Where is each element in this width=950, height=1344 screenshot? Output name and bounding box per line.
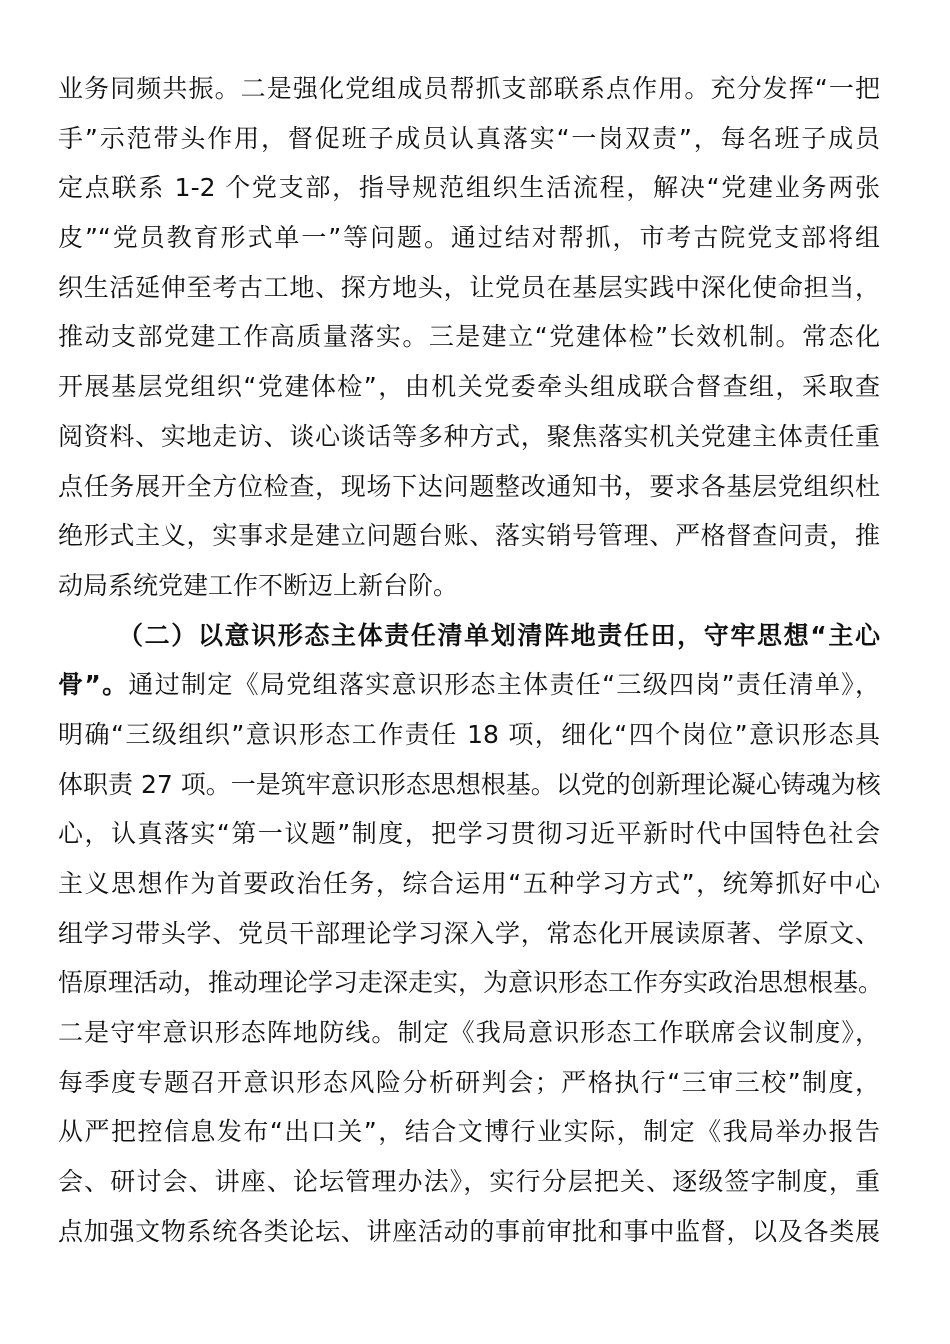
text-line: 阅资料、实地走访、谈心谈话等多种方式，聚焦落实机关党建主体责任重 — [58, 421, 880, 451]
text-line: 手”示范带头作用，督促班子成员认真落实“一岗双责”，每名班子成员 — [58, 123, 880, 153]
text-line: 定点联系 1-2 个党支部，指导规范组织生活流程，解决“党建业务两张 — [58, 173, 880, 203]
text-line: 点任务展开全方位检查，现场下达问题整改通知书，要求各基层党组织杜 — [58, 471, 880, 501]
text-line: 绝形式主义，实事求是建立问题台账、落实销号管理、严格督查问责，推 — [58, 521, 880, 551]
text-line: 会、研讨会、讲座、论坛管理办法》，实行分层把关、逐级签字制度，重 — [58, 1167, 880, 1197]
text-line: 推动支部党建工作高质量落实。三是建立“党建体检”长效机制。常态化 — [58, 322, 880, 352]
document-page — [58, 64, 884, 1257]
text-line: 二是守牢意识形态阵地防线。制定《我局意识形态工作联席会议制度》， — [58, 1018, 880, 1048]
section-heading-continuation: 骨”。 — [58, 670, 129, 700]
text-line: 主义思想作为首要政治任务，综合运用“五种学习方式”，统筹抓好中心 — [58, 869, 880, 898]
section-heading: （二）以意识形态主体责任清单划清阵地责任田，守牢思想“主心 — [118, 620, 880, 650]
text-line: 悟原理活动，推动理论学习走深走实，为意识形态工作夯实政治思想根基。 — [58, 968, 884, 998]
text-line: 开展基层党组织“党建体检”，由机关党委牵头组成联合督查组，采取查 — [58, 372, 880, 402]
text-line: 每季度专题召开意识形态风险分析研判会；严格执行“三审三校”制度， — [58, 1067, 880, 1097]
text-line: 组学习带头学、党员干部理论学习深入学，常态化开展读原著、学原文、 — [58, 918, 880, 948]
text-line: 心，认真落实“第一议题”制度，把学习贯彻习近平新时代中国特色社会 — [58, 819, 880, 849]
text-line: 动局系统党建工作不断迈上新台阶。 — [58, 570, 459, 600]
text-line: 点加强文物系统各类论坛、讲座活动的事前审批和事中监督，以及各类展 — [58, 1216, 880, 1246]
text-line — [58, 660, 880, 710]
text-line: 体职责 27 项。一是筑牢意识形态思想根基。以党的创新理论凝心铸魂为核 — [58, 769, 881, 799]
text-line: 织生活延伸至考古工地、探方地头，让党员在基层实践中深化使命担当， — [58, 272, 880, 302]
text-line: 业务同频共振。二是强化党组成员帮抓支部联系点作用。充分发挥“一把 — [58, 74, 880, 103]
text-line: 明确“三级组织”意识形态工作责任 18 项，细化“四个岗位”意识形态具 — [58, 719, 880, 749]
text-line: 从严把控信息发布“出口关”，结合文博行业实际，制定《我局举办报告 — [58, 1117, 880, 1147]
text-span: 通过制定《局党组落实意识形态主体责任“三级四岗”责任清单》， — [128, 670, 881, 700]
text-line: 皮”“党员教育形式单一”等问题。通过结对帮抓，市考古院党支部将组 — [58, 223, 880, 253]
paragraph-party-building-checkup — [58, 64, 880, 611]
paragraph-ideology-responsibility — [58, 611, 884, 1257]
